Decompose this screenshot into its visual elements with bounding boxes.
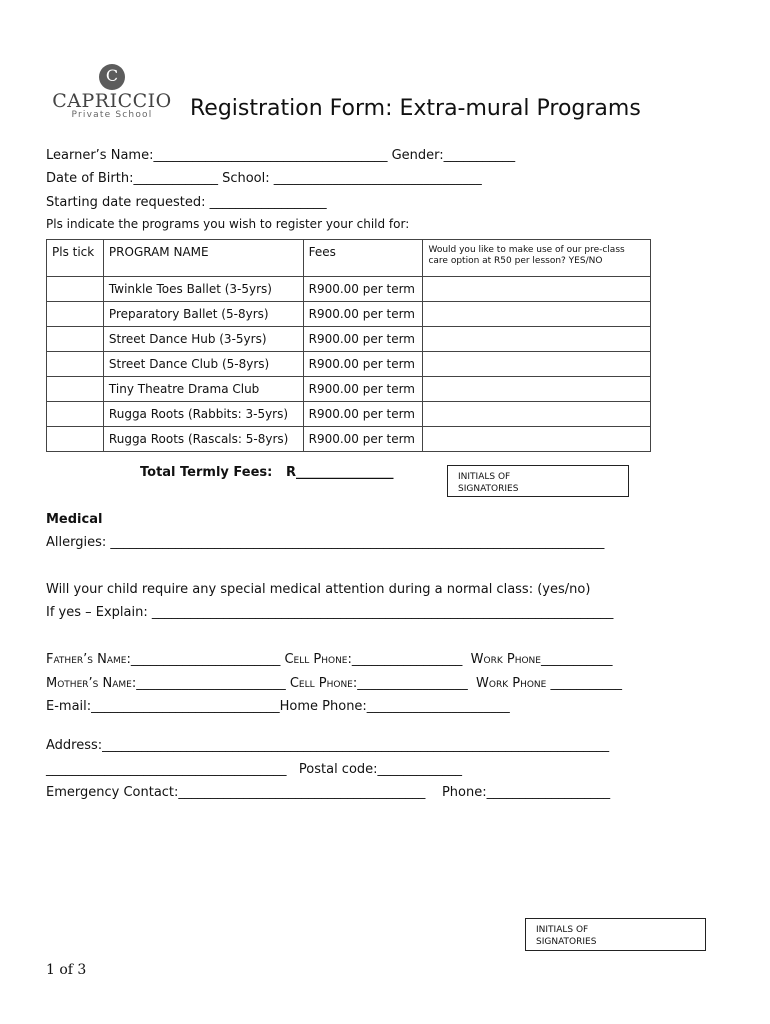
table-row	[47, 352, 651, 377]
pre-class-care-cell[interactable]	[423, 427, 651, 452]
mother-details-text: Mother’s Name:_______________________ Cell Phone:_________________ Work Phone ___________	[46, 676, 622, 691]
special-attention-question: Will your child require any special medical attention during a normal class: (yes/no)	[46, 582, 591, 597]
program-name-cell: Rugga Roots (Rabbits: 3-5yrs)	[103, 402, 303, 427]
program-name-cell: Tiny Theatre Drama Club	[103, 377, 303, 402]
explain-field[interactable]: If yes – Explain: _______________________________________________________________________	[46, 605, 614, 620]
table-row	[47, 327, 651, 352]
initials-label-line2: SIGNATORIES	[536, 937, 597, 947]
medical-heading: Medical	[46, 512, 103, 527]
fee-cell: R900.00 per term	[303, 327, 423, 352]
fee-cell: R900.00 per term	[303, 352, 423, 377]
fee-cell: R900.00 per term	[303, 402, 423, 427]
fee-cell: R900.00 per term	[303, 377, 423, 402]
mother-details-field[interactable]	[46, 676, 622, 691]
initials-box-1[interactable]	[447, 465, 629, 497]
program-name-cell: Street Dance Club (5-8yrs)	[103, 352, 303, 377]
initials-box-2[interactable]	[525, 918, 706, 951]
date-of-birth-field[interactable]: Date of Birth:_____________ School: ________________________________	[46, 171, 482, 186]
table-header-row	[47, 240, 651, 277]
postal-code-field[interactable]: _____________________________________ Postal code:_____________	[46, 762, 463, 777]
learner-name-field[interactable]: Learner’s Name:____________________________________ Gender:___________	[46, 148, 516, 163]
starting-date-field[interactable]: Starting date requested: __________________	[46, 195, 327, 210]
logo-subtitle: Private School	[71, 110, 153, 120]
table-row	[47, 302, 651, 327]
address-field[interactable]: Address:______________________________________________________________________________	[46, 738, 610, 753]
tick-cell[interactable]	[47, 302, 104, 327]
page-number: 1 of 3	[46, 962, 87, 978]
initials-label-line1: INITIALS OF	[536, 925, 589, 935]
logo-mark-icon	[99, 64, 125, 90]
tick-cell[interactable]	[47, 277, 104, 302]
tick-cell[interactable]	[47, 427, 104, 452]
program-name-cell: Preparatory Ballet (5-8yrs)	[103, 302, 303, 327]
logo-name: CAPRICCIO	[52, 90, 172, 112]
total-fees-label: Total Termly Fees:	[140, 465, 273, 480]
fee-cell: R900.00 per term	[303, 302, 423, 327]
initials-label-line2: SIGNATORIES	[458, 484, 519, 494]
programs-table	[46, 239, 651, 452]
fee-cell: R900.00 per term	[303, 427, 423, 452]
table-row	[47, 377, 651, 402]
header-pls-tick: Pls tick	[47, 240, 104, 277]
tick-cell[interactable]	[47, 352, 104, 377]
program-name-cell: Twinkle Toes Ballet (3-5yrs)	[103, 277, 303, 302]
page-title: Registration Form: Extra-mural Programs	[190, 96, 641, 121]
total-fees-field[interactable]: R_______________	[286, 465, 394, 480]
father-details-text: Father’s Name:_______________________ Cell Phone:_________________ Work Phone___________	[46, 652, 613, 667]
header-pre-class-care: Would you like to make use of our pre-class care option at R50 per lesson? YES/NO	[423, 240, 651, 277]
pre-class-care-cell[interactable]	[423, 377, 651, 402]
program-instruction: Pls indicate the programs you wish to register your child for:	[46, 217, 410, 231]
allergies-field[interactable]: Allergies: ____________________________________________________________________________	[46, 535, 605, 550]
pre-class-care-cell[interactable]	[423, 302, 651, 327]
fee-cell: R900.00 per term	[303, 277, 423, 302]
tick-cell[interactable]	[47, 377, 104, 402]
program-name-cell: Street Dance Hub (3-5yrs)	[103, 327, 303, 352]
header-program-name: PROGRAM NAME	[103, 240, 303, 277]
table-row	[47, 402, 651, 427]
email-home-phone-field[interactable]: E-mail:_____________________________Home Phone:______________________	[46, 699, 510, 714]
father-details-field[interactable]	[46, 652, 612, 667]
logo-mark-letter: C	[105, 66, 119, 85]
table-row	[47, 277, 651, 302]
initials-label-line1: INITIALS OF	[458, 472, 511, 482]
program-name-cell: Rugga Roots (Rascals: 5-8yrs)	[103, 427, 303, 452]
tick-cell[interactable]	[47, 402, 104, 427]
emergency-contact-field[interactable]: Emergency Contact:______________________________________ Phone:___________________	[46, 785, 611, 800]
pre-class-care-cell[interactable]	[423, 402, 651, 427]
pre-class-care-cell[interactable]	[423, 352, 651, 377]
tick-cell[interactable]	[47, 327, 104, 352]
pre-class-care-cell[interactable]	[423, 327, 651, 352]
pre-class-care-cell[interactable]	[423, 277, 651, 302]
header-fees: Fees	[303, 240, 423, 277]
table-row	[47, 427, 651, 452]
